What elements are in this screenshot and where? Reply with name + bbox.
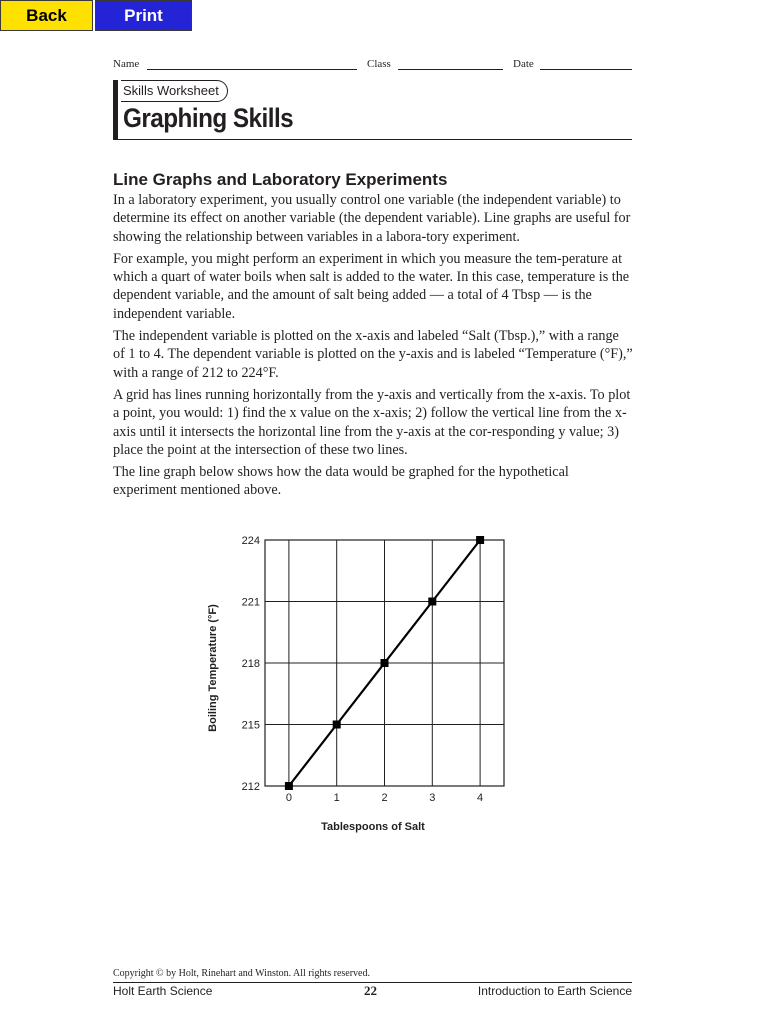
data-point-marker (428, 598, 436, 606)
paragraph: For example, you might perform an experiment in which you measure the tem-perature at which a quart of water boils when salt is added to the water. In this case, temperature is the dependent variable, and the amount of salt being added — a total of 4 Tbsp — is the independent variable. (113, 250, 630, 322)
x-axis-label: Tablespoons of Salt (321, 821, 425, 833)
paragraph: In a laboratory experiment, you usually control one variable (the independent variable) to determine its effect on another variable (the dependent variable). Line graphs are useful for showing the relationship between variables in a labora-tory experiment. (113, 192, 631, 245)
name-field-line (147, 69, 357, 70)
x-tick-label: 2 (381, 792, 388, 804)
class-label: Class (367, 58, 391, 70)
back-button[interactable]: Back (0, 0, 93, 31)
boiling-temperature-chart (200, 528, 530, 838)
x-tick-label: 3 (429, 792, 436, 804)
x-tick-label: 4 (477, 792, 484, 804)
page-title: Graphing Skills (123, 103, 294, 133)
y-tick-label: 212 (241, 781, 260, 793)
data-point-marker (476, 536, 484, 544)
title-block (113, 78, 632, 140)
chapter-label: Introduction to Earth Science (477, 984, 632, 998)
print-button[interactable]: Print (95, 0, 192, 31)
y-tick-label: 215 (241, 719, 260, 732)
paragraph: A grid has lines running horizontally from the y-axis and vertically from the x-axis. To plot a point, you would: 1) find the x value on the x-axis; 2) follow the vertical line from the x-axis until it intersects the horizontal line from the y-axis at the cor-responding y value; 3) place the point at the intersection of these two lines. (113, 386, 631, 458)
body-text (113, 191, 633, 504)
title-accent-bar (113, 80, 118, 140)
student-info-line (113, 58, 632, 72)
data-point-marker (285, 782, 293, 790)
paragraph: The independent variable is plotted on the x-axis and labeled “Salt (Tbsp.),” with a range of 1 to 4. The dependent variable is plotted on the y-axis and is labeled “Temperature (°F),” with a range of 212 to 224°F. (113, 328, 633, 381)
date-field-line (540, 69, 632, 70)
data-point-marker (381, 659, 389, 667)
section-heading: Line Graphs and Laboratory Experiments (113, 170, 448, 189)
paragraph: The line graph below shows how the data would be graphed for the hypothetical experiment mentioned above. (113, 464, 569, 499)
x-tick-label: 1 (333, 792, 340, 804)
name-label: Name (113, 58, 140, 70)
class-field-line (398, 69, 503, 70)
title-divider (113, 139, 632, 140)
y-tick-label: 218 (241, 658, 260, 670)
y-tick-label: 224 (241, 535, 260, 547)
data-point-marker (333, 721, 341, 729)
page-number: 22 (364, 983, 377, 998)
date-label: Date (513, 58, 534, 70)
copyright-notice: Copyright © by Holt, Rinehart and Winston. All rights reserved. (113, 968, 370, 979)
x-tick-label: 0 (285, 792, 292, 804)
publisher-label: Holt Earth Science (113, 984, 213, 998)
y-axis-label: Boiling Temperature (°F) (207, 604, 219, 732)
worksheet-badge: Skills Worksheet (121, 80, 228, 102)
y-tick-label: 221 (241, 596, 260, 609)
